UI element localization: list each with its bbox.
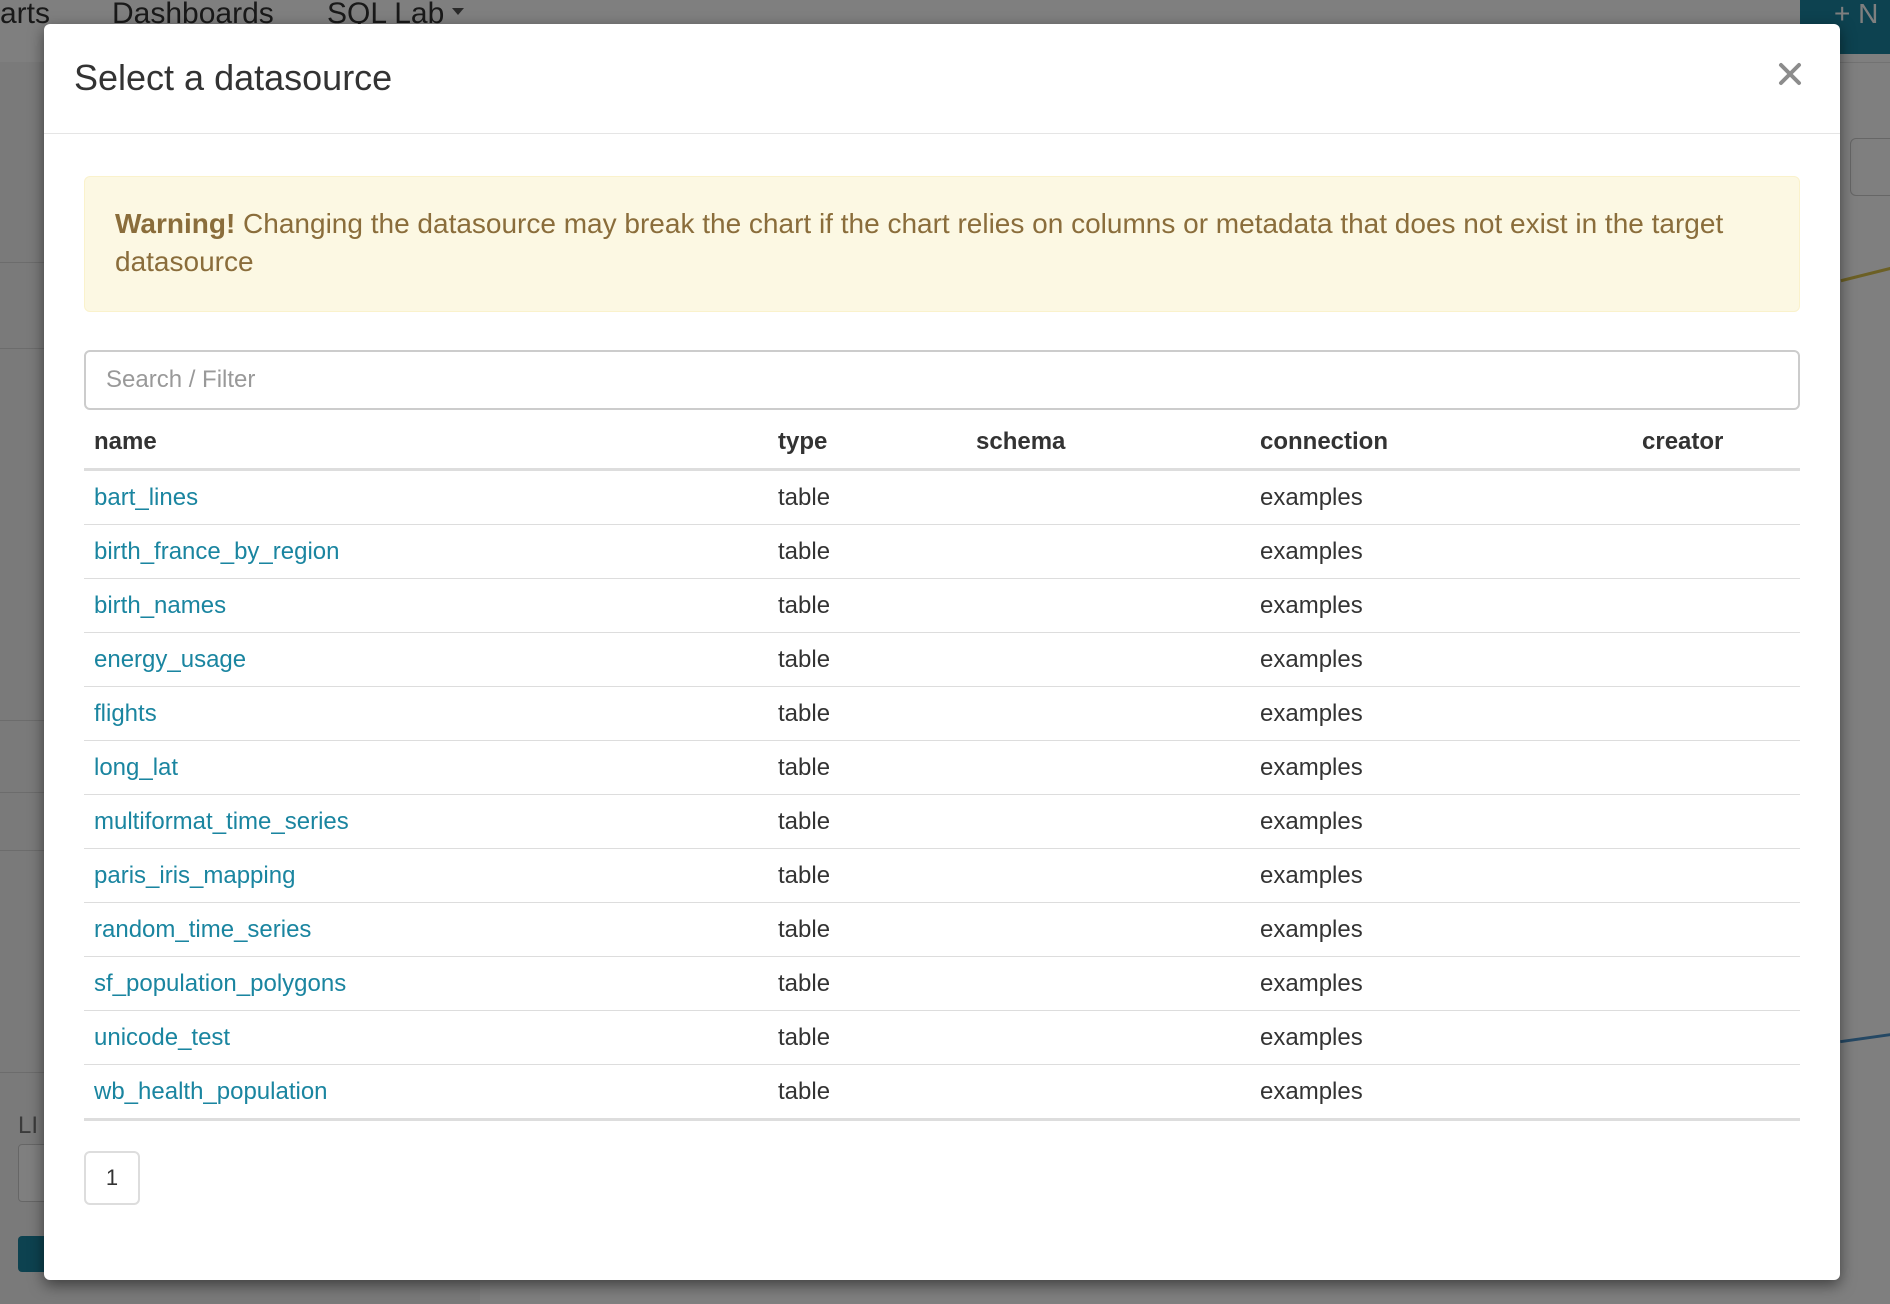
cell-schema bbox=[966, 741, 1250, 795]
cell-creator bbox=[1632, 470, 1800, 525]
table-row bbox=[84, 470, 1800, 525]
close-button[interactable] bbox=[1770, 54, 1810, 94]
cell-schema bbox=[966, 687, 1250, 741]
modal-body bbox=[84, 176, 1800, 1205]
cell-name bbox=[84, 1011, 768, 1065]
table-row bbox=[84, 687, 1800, 741]
cell-type: table bbox=[768, 525, 966, 579]
pagination bbox=[84, 1151, 1800, 1205]
header-schema[interactable]: schema bbox=[966, 416, 1250, 470]
table-row bbox=[84, 579, 1800, 633]
table-header-row bbox=[84, 416, 1800, 470]
table-row bbox=[84, 1065, 1800, 1120]
cell-schema bbox=[966, 957, 1250, 1011]
page-button[interactable]: 1 bbox=[84, 1151, 140, 1205]
cell-type: table bbox=[768, 470, 966, 525]
table-row bbox=[84, 633, 1800, 687]
header-name[interactable]: name bbox=[84, 416, 768, 470]
datasource-link[interactable]: energy_usage bbox=[94, 645, 247, 673]
datasource-link[interactable]: bart_lines bbox=[94, 483, 199, 511]
cell-creator bbox=[1632, 795, 1800, 849]
warning-strong: Warning! bbox=[115, 208, 236, 239]
header-type[interactable]: type bbox=[768, 416, 966, 470]
datasource-link[interactable]: sf_population_polygons bbox=[94, 969, 347, 997]
header-connection[interactable]: connection bbox=[1250, 416, 1632, 470]
datasource-link[interactable]: birth_france_by_region bbox=[94, 537, 340, 565]
table-row bbox=[84, 849, 1800, 903]
cell-name bbox=[84, 1065, 768, 1120]
cell-connection: examples bbox=[1250, 525, 1632, 579]
cell-type: table bbox=[768, 741, 966, 795]
cell-name bbox=[84, 849, 768, 903]
cell-schema bbox=[966, 903, 1250, 957]
cell-creator bbox=[1632, 1011, 1800, 1065]
cell-creator bbox=[1632, 687, 1800, 741]
datasource-link[interactable]: long_lat bbox=[94, 753, 179, 781]
cell-schema bbox=[966, 470, 1250, 525]
datasource-link[interactable]: multiformat_time_series bbox=[94, 807, 349, 835]
cell-connection: examples bbox=[1250, 687, 1632, 741]
cell-creator bbox=[1632, 579, 1800, 633]
cell-schema bbox=[966, 1065, 1250, 1120]
table-body bbox=[84, 470, 1800, 1120]
cell-type: table bbox=[768, 687, 966, 741]
cell-name bbox=[84, 741, 768, 795]
cell-creator bbox=[1632, 633, 1800, 687]
datasource-link[interactable]: flights bbox=[94, 699, 157, 727]
table-row bbox=[84, 525, 1800, 579]
cell-type: table bbox=[768, 795, 966, 849]
datasource-link[interactable]: birth_names bbox=[94, 591, 227, 619]
datasource-link[interactable]: wb_health_population bbox=[94, 1077, 328, 1105]
modal-title: Select a datasource bbox=[74, 57, 393, 98]
cell-name bbox=[84, 525, 768, 579]
cell-creator bbox=[1632, 903, 1800, 957]
cell-connection: examples bbox=[1250, 470, 1632, 525]
warning-text: Changing the datasource may break the chart if the chart relies on columns or metadata that does not exist in the target datasource bbox=[115, 208, 1724, 277]
datasource-link[interactable]: paris_iris_mapping bbox=[94, 861, 296, 889]
cell-connection: examples bbox=[1250, 1065, 1632, 1120]
cell-name bbox=[84, 903, 768, 957]
cell-schema bbox=[966, 1011, 1250, 1065]
cell-name bbox=[84, 957, 768, 1011]
cell-name bbox=[84, 470, 768, 525]
table-row bbox=[84, 795, 1800, 849]
cell-name bbox=[84, 687, 768, 741]
cell-schema bbox=[966, 579, 1250, 633]
cell-schema bbox=[966, 849, 1250, 903]
cell-connection: examples bbox=[1250, 957, 1632, 1011]
datasource-modal bbox=[44, 24, 1840, 1280]
cell-type: table bbox=[768, 849, 966, 903]
header-creator[interactable]: creator bbox=[1632, 416, 1800, 470]
modal-header bbox=[44, 24, 1840, 134]
cell-type: table bbox=[768, 957, 966, 1011]
table-row bbox=[84, 741, 1800, 795]
cell-type: table bbox=[768, 903, 966, 957]
cell-type: table bbox=[768, 579, 966, 633]
cell-schema bbox=[966, 795, 1250, 849]
cell-type: table bbox=[768, 1065, 966, 1120]
table-row bbox=[84, 903, 1800, 957]
cell-creator bbox=[1632, 849, 1800, 903]
cell-schema bbox=[966, 525, 1250, 579]
cell-creator bbox=[1632, 741, 1800, 795]
cell-type: table bbox=[768, 1011, 966, 1065]
datasource-link[interactable]: unicode_test bbox=[94, 1023, 231, 1051]
cell-schema bbox=[966, 633, 1250, 687]
cell-connection: examples bbox=[1250, 1011, 1632, 1065]
table-row bbox=[84, 957, 1800, 1011]
cell-connection: examples bbox=[1250, 579, 1632, 633]
cell-type: table bbox=[768, 633, 966, 687]
warning-alert bbox=[84, 176, 1800, 312]
table-row bbox=[84, 1011, 1800, 1065]
datasource-table bbox=[84, 416, 1800, 1121]
datasource-link[interactable]: random_time_series bbox=[94, 915, 312, 943]
cell-connection: examples bbox=[1250, 633, 1632, 687]
cell-connection: examples bbox=[1250, 795, 1632, 849]
cell-name bbox=[84, 633, 768, 687]
cell-connection: examples bbox=[1250, 903, 1632, 957]
search-input[interactable] bbox=[84, 350, 1800, 410]
cell-creator bbox=[1632, 525, 1800, 579]
cell-connection: examples bbox=[1250, 849, 1632, 903]
cell-creator bbox=[1632, 1065, 1800, 1120]
close-icon bbox=[1770, 54, 1810, 94]
cell-name bbox=[84, 795, 768, 849]
cell-name bbox=[84, 579, 768, 633]
cell-connection: examples bbox=[1250, 741, 1632, 795]
cell-creator bbox=[1632, 957, 1800, 1011]
